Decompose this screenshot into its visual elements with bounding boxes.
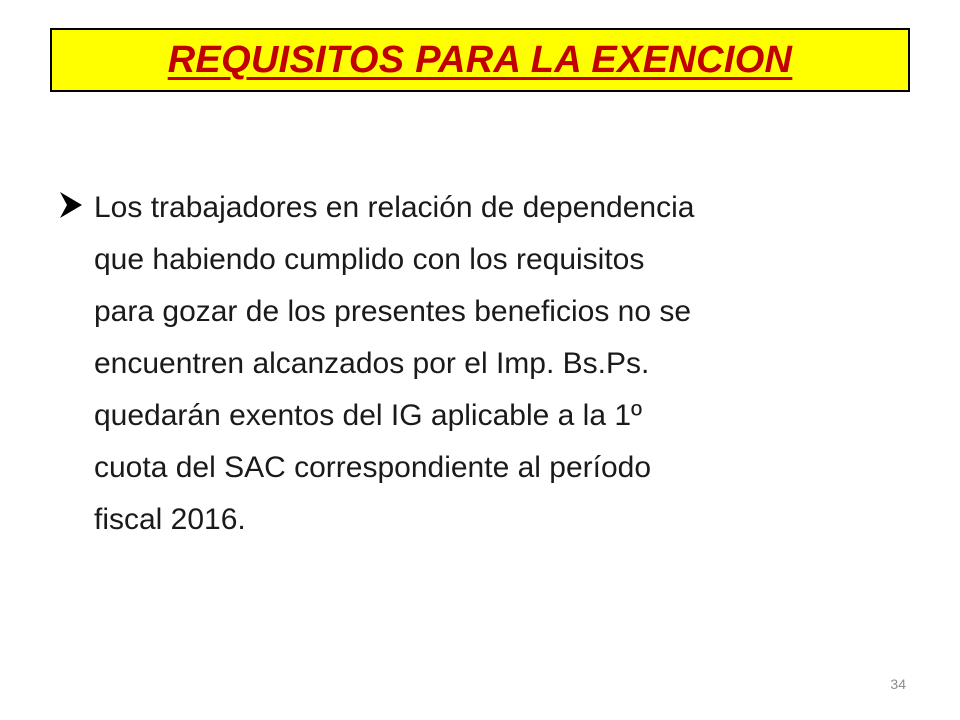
slide-title: REQUISITOS PARA LA EXENCION: [167, 38, 793, 81]
bullet-line: que habiendo cumplido con los requisitos: [94, 243, 645, 276]
bullet-line: cuota del SAC correspondiente al período: [94, 451, 652, 484]
page-number: 34: [890, 676, 906, 692]
bullet-line: Los trabajadores en relación de dependencia: [94, 191, 695, 224]
bullet-item: [58, 182, 898, 546]
bullet-line: para gozar de los presentes beneficios no se: [94, 295, 692, 328]
bullet-line: fiscal 2016.: [94, 503, 246, 536]
bullet-line: encuentren alcanzados por el Imp. Bs.Ps.: [94, 347, 650, 380]
arrowhead-bullet-icon: [58, 190, 94, 225]
bullet-text: [94, 182, 898, 546]
title-banner: [50, 28, 910, 92]
bullet-line: quedarán exentos del IG aplicable a la 1º: [94, 399, 642, 432]
